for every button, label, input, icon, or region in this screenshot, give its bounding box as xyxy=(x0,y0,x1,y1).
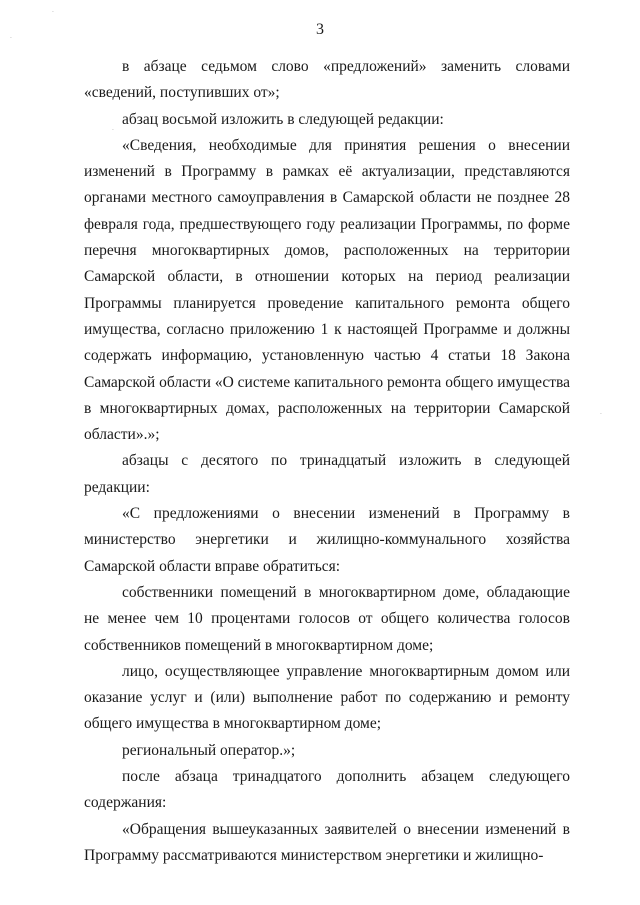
paragraph: после абзаца тринадцатого дополнить абзацем следующего содержания: xyxy=(84,768,570,812)
paragraph: абзацы с десятого по тринадцатый изложить в следующей редакции: xyxy=(84,452,570,496)
paragraph: собственники помещений в многоквартирном доме, обладающие не менее чем 10 процентами голосов от общего количества голосов собственников помещений в многоквартирном доме; xyxy=(84,583,570,654)
paragraph: лицо, осуществляющее управление многоквартирным домом или оказание услуг и (или) выполнение работ по содержанию и ремонту общего имущества в многоквартирном доме; xyxy=(84,662,570,733)
paragraph: «Обращения вышеуказанных заявителей о внесении изменений в Программу рассматриваются министерством энергетики и жилищно- xyxy=(84,820,570,864)
scan-artifact: · xyxy=(10,35,12,42)
paragraph: «С предложениями о внесении изменений в Программу в министерство энергетики и жилищно-коммунального хозяйства Самарской области вправе обратиться: xyxy=(84,505,570,575)
paragraph: в абзаце седьмом слово «предложений» заменить словами «сведений, поступивших от»; xyxy=(84,58,570,102)
scan-artifact: · xyxy=(52,9,54,16)
paragraph: абзац восьмой изложить в следующей редакции: xyxy=(122,110,444,128)
paragraph: «Сведения, необходимые для принятия решения о внесении изменений в Программу в рамках её актуализации, представляются органами местного самоуправления в Самарской области не позднее 28 февраля года, предшествующего году реализации Программы, по форме перечня многоквартирных домов, расположенных на территории Самарской области, в отношении которых на период реализации Программы планируется проведение капитального ремонта общего имущества, согласно приложению 1 к настоящей Программе и должны содержать информацию, установленную частью 4 статьи 18 Закона Самарской области «О системе капитального ремонта общего имущества в многоквартирных домах, расположенных на территории Самарской области».»; xyxy=(84,136,570,444)
document-body xyxy=(84,54,570,869)
page-number: 3 xyxy=(316,21,324,38)
scan-artifact: · xyxy=(600,411,602,418)
scan-artifact: · xyxy=(112,127,114,134)
paragraph: региональный оператор.»; xyxy=(122,741,296,759)
